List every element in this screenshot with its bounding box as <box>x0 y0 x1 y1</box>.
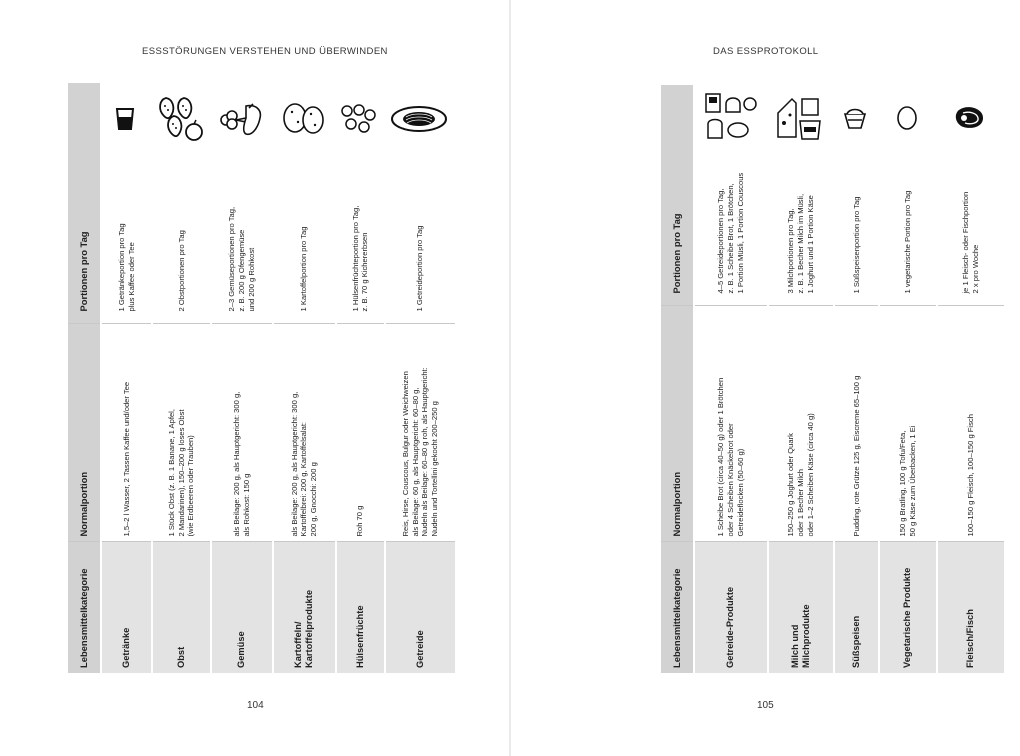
table-row <box>768 85 834 673</box>
food-table-left-wrapper <box>68 83 455 673</box>
row-category: Fleisch/Fisch <box>937 542 1004 673</box>
page-number-right: 105 <box>757 700 774 711</box>
row-normal: Reis, Hirse, Couscous, Bulgur oder Weichweizen als Beilage: 60 g, als Hauptgericht: 60–80 g, Nudeln als Beilage: 60–80 g roh, als Hauptgericht: Nudeln und Tortellini gekocht 200–250 g <box>385 324 455 542</box>
row-category: Kartoffeln/ Kartoffelprodukte <box>273 542 336 673</box>
header-portion: Portionen pro Tag <box>68 83 101 324</box>
row-portion: 2 Obstportionen pro Tag <box>152 156 211 324</box>
table-row <box>834 85 879 673</box>
food-portion-table-left <box>68 83 455 673</box>
header-category: Lebensmittelkategorie <box>661 542 694 673</box>
row-category: Getreide <box>385 542 455 673</box>
row-normal: Roh 70 g <box>336 324 385 542</box>
row-normal: 150–250 g Joghurt oder Quark oder 1 Becher Milch oder 1–2 Scheiben Käse (circa 40 g) <box>768 306 834 542</box>
fruit-icon <box>152 83 211 156</box>
header-portion: Portionen pro Tag <box>661 85 694 306</box>
row-portion: 4–5 Getreideportionen pro Tag, z. B. 1 Scheibe Brot, 1 Brötchen, 1 Portion Müsli, 1 Portion Couscous <box>694 151 768 306</box>
glass-icon <box>101 83 152 156</box>
running-head-right: DAS ESSPROTOKOLL <box>713 46 819 57</box>
row-normal: 100–150 g Fleisch, 100–150 g Fisch <box>937 306 1004 542</box>
food-table-right-wrapper <box>661 85 1004 673</box>
row-normal: Pudding, rote Grütze 125 g, Eiscreme 65–100 g <box>834 306 879 542</box>
header-normal: Normalportion <box>68 324 101 542</box>
row-category: Vegetarische Produkte <box>879 542 937 673</box>
row-normal: 1,5–2 l Wasser, 2 Tassen Kaffee und/oder Tee <box>101 324 152 542</box>
page-number-left: 104 <box>247 700 264 711</box>
dairy-icon <box>768 85 834 151</box>
row-portion: 1 vegetarische Portion pro Tag <box>879 151 937 306</box>
table-row <box>101 83 152 673</box>
dessert-icon <box>834 85 879 151</box>
table-header-row <box>68 83 101 673</box>
table-row <box>273 83 336 673</box>
row-category: Milch und Milchprodukte <box>768 542 834 673</box>
legume-icon <box>336 83 385 156</box>
table-row <box>336 83 385 673</box>
table-row <box>694 85 768 673</box>
row-category: Hülsenfrüchte <box>336 542 385 673</box>
table-row <box>385 83 455 673</box>
bread-icon <box>694 85 768 151</box>
row-portion: 3 Milchportionen pro Tag, z. B. 1 Becher Milch im Müsli, 1 Joghurt und 1 Portion Käse <box>768 151 834 306</box>
row-category: Getränke <box>101 542 152 673</box>
row-normal: als Beilage: 200 g, als Hauptgericht: 300 g, Kartoffelbrei: 200 g, Kartoffelsalat: 200 g, Gnocchi: 200 g <box>273 324 336 542</box>
table-row <box>152 83 211 673</box>
running-head-left: ESSSTÖRUNGEN VERSTEHEN UND ÜBERWINDEN <box>142 46 388 57</box>
row-portion: 2–3 Gemüseportionen pro Tag, z. B. 200 g Ofengemüse und 200 g Rohkost <box>211 156 273 324</box>
potato-icon <box>273 83 336 156</box>
food-portion-table-right <box>661 85 1004 673</box>
row-portion: 1 Getränkeportion pro Tag plus Kaffee oder Tee <box>101 156 152 324</box>
row-normal: 1 Scheibe Brot (circa 40–50 g) oder 1 Brötchen oder 4 Scheiben Knäckebrot oder Getreideflocken (50–60 g) <box>694 306 768 542</box>
steak-icon <box>937 85 1004 151</box>
row-portion: je 1 Fleisch- oder Fischportion 2 x pro Woche <box>937 151 1004 306</box>
vegetable-icon <box>211 83 273 156</box>
egg-icon <box>879 85 937 151</box>
row-category: Gemüse <box>211 542 273 673</box>
row-category: Süßspeisen <box>834 542 879 673</box>
row-portion: 1 Süßspeisenportion pro Tag <box>834 151 879 306</box>
row-normal: 1 Stück Obst (z. B. 1 Banane, 1 Apfel, 2 Mandarinen), 150–200 g loses Obst (wie Erdbeeren oder Trauben) <box>152 324 211 542</box>
row-category: Getreide-Produkte <box>694 542 768 673</box>
table-row <box>211 83 273 673</box>
pasta-plate-icon <box>385 83 455 156</box>
book-gutter <box>509 0 511 756</box>
table-header-row <box>661 85 694 673</box>
row-normal: als Beilage: 200 g, als Hauptgericht: 300 g, als Rohkost: 150 g <box>211 324 273 542</box>
row-portion: 1 Kartoffelportion pro Tag <box>273 156 336 324</box>
table-row <box>937 85 1004 673</box>
row-category: Obst <box>152 542 211 673</box>
row-portion: 1 Hülsenfrüchteportion pro Tag, z. B. 70 g Kichererbsen <box>336 156 385 324</box>
row-normal: 150 g Bratling, 100 g Tofu/Feta, 50 g Käse zum Überbacken, 1 Ei <box>879 306 937 542</box>
header-normal: Normalportion <box>661 306 694 542</box>
table-row <box>879 85 937 673</box>
header-category: Lebensmittelkategorie <box>68 542 101 673</box>
row-portion: 1 Getreideportion pro Tag <box>385 156 455 324</box>
